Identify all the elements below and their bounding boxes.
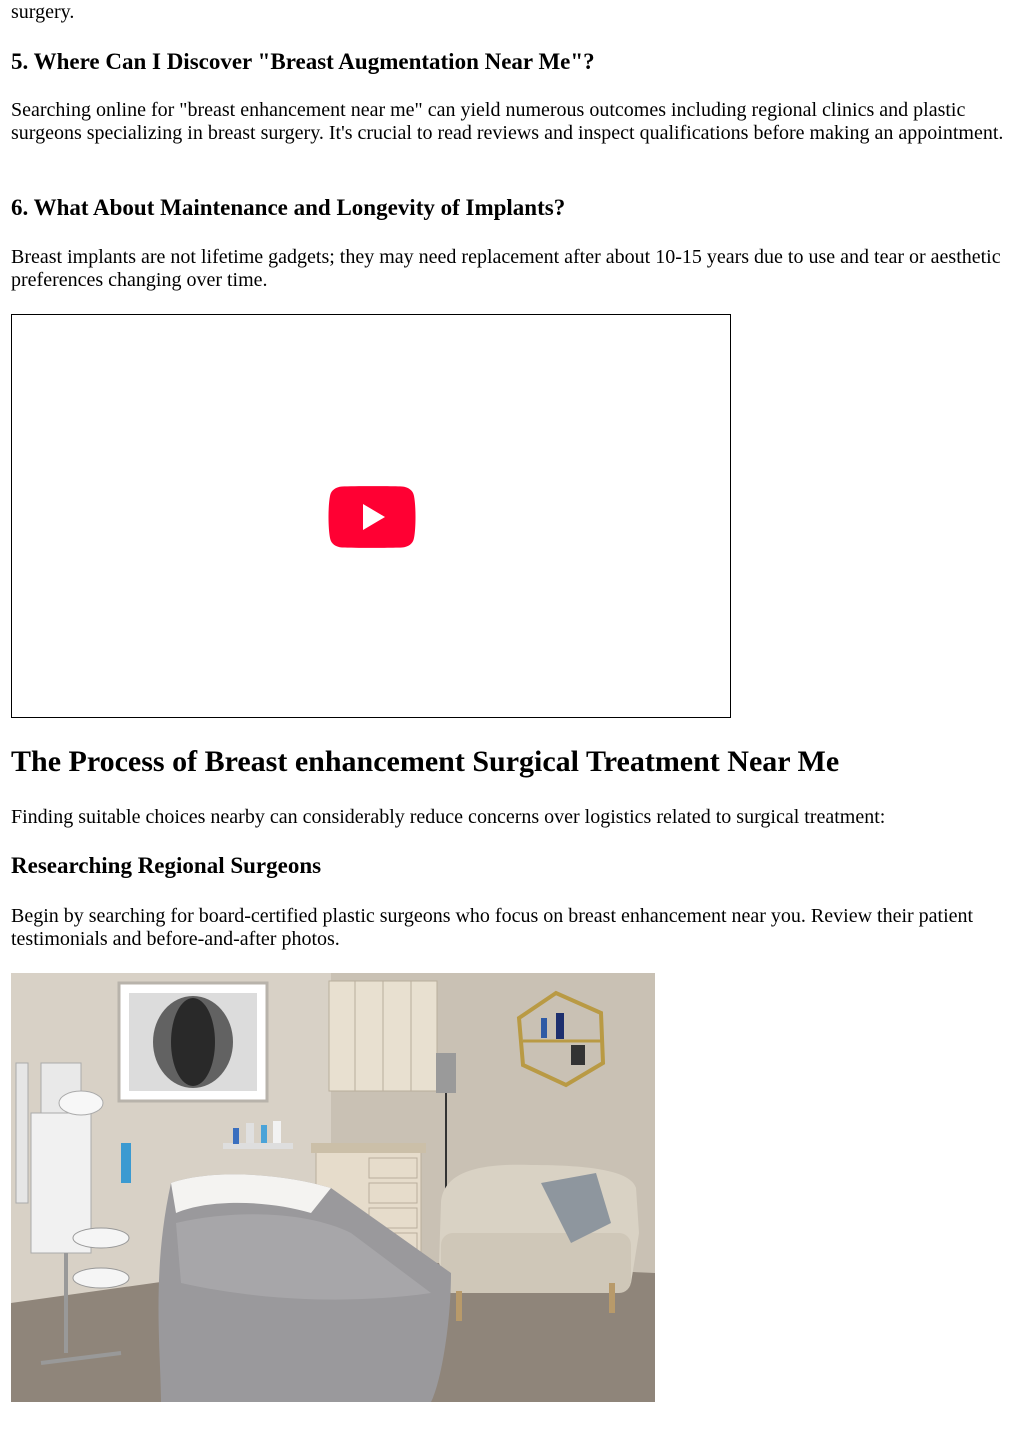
faq-body-6: Breast implants are not lifetime gadgets; they may need replacement after about 10-15 years due to use and tear or aesthetic preferences changing over time. (11, 246, 1001, 291)
sub-body: Begin by searching for board-certified plastic surgeons who focus on breast enhancement near you. Review their patient testimonials and before-and-after photos. (11, 905, 974, 950)
embedded-video[interactable] (11, 314, 731, 718)
youtube-play-icon[interactable] (328, 486, 416, 548)
faq-body-5: Searching online for "breast enhancement near me" can yield numerous outcomes including regional clinics and plastic surgeons specializing in breast surgery. It's crucial to read reviews and inspect qualifications before making an appointment. (11, 99, 1004, 144)
section-title: The Process of Breast enhancement Surgical Treatment Near Me (11, 745, 840, 778)
faq-heading-5: 5. Where Can I Discover "Breast Augmentation Near Me"? (11, 49, 595, 74)
section-intro: Finding suitable choices nearby can considerably reduce concerns over logistics related to surgical treatment: (11, 806, 886, 828)
sub-heading: Researching Regional Surgeons (11, 853, 322, 878)
treatment-room-photo (11, 973, 655, 1402)
faq-heading-6: 6. What About Maintenance and Longevity of Implants? (11, 195, 566, 220)
paragraph-intro-tail: surgery. (11, 1, 75, 23)
